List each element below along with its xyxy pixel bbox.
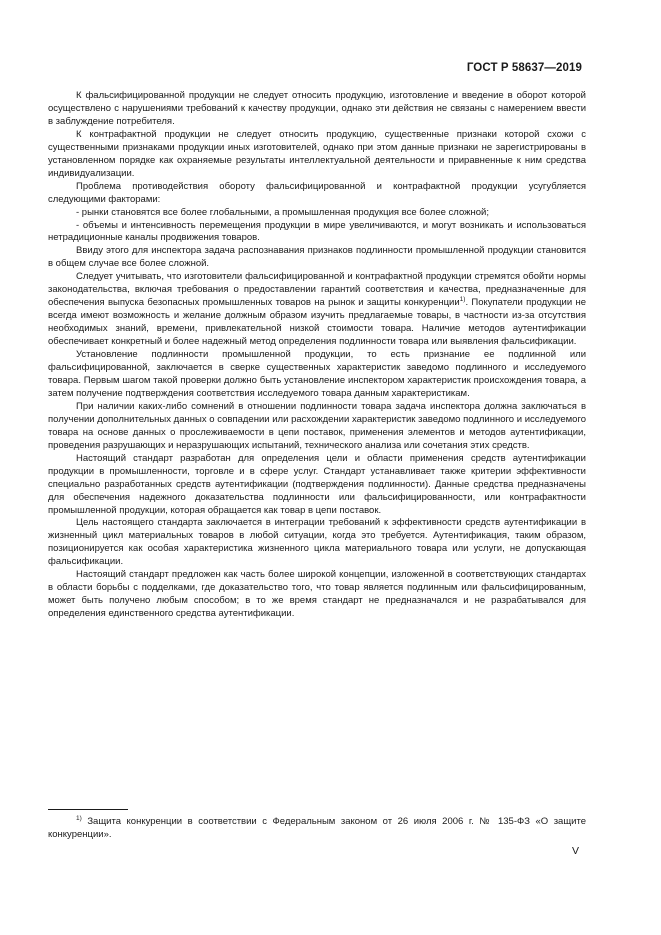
page-number: V: [571, 845, 579, 857]
footnote: [48, 815, 586, 841]
footnote-separator: [48, 809, 128, 810]
paragraph-inspector-task: Ввиду этого для инспектора задача распознавания признаков подлинности промышленной продукции становится в общем случае все более сложной.: [48, 245, 586, 270]
paragraph-standard-goal: Цель настоящего стандарта заключается в интеграции требований к эффективности средств аутентификации в жизненный цикл материальных товаров в любой ситуации, когда это требуется. Аутентификация, таким образом, позиционируется как особая характеристика жизненного цикла материального товара или услуги, не допускающая фальсификации.: [48, 517, 586, 568]
footnote-reference: 1): [459, 296, 466, 304]
paragraph-standard-concept: Настоящий стандарт предложен как часть более широкой концепции, изложенной в соответствующих стандартах в области борьбы с подделками, где доказательство того, что товар является подлинным или фальсифицированным, может быть получено любым способом; в то же время стандарт не предназначался и не разрабатывался для определения единственного средства аутентификации.: [48, 569, 586, 620]
paragraph-problem-factors: Проблема противодействия обороту фальсифицированной и контрафактной продукции усугубляется следующими факторами:: [48, 180, 586, 205]
footnote-mark: 1): [76, 815, 82, 822]
list-item-global-markets: - рынки становятся все более глобальными, а промышленная продукция все более сложной;: [76, 206, 489, 218]
paragraph-counterfeit-definition: К контрафактной продукции не следует относить продукцию, существенные признаки которой схожи с существенными признаками продукции иных изготовителей, однако при этом данные признаки не зарегистрированы в установленном порядке как охраняемые результаты интеллектуальной деятельности и приравненные к ним средства индивидуализации.: [48, 128, 586, 179]
paragraph-text: Следует учитывать, что изготовители фальсифицированной и контрафактной продукции стремятся обойти нормы законодательства, включая требования о предоставлении гарантий соответствия и качества, предназначенные для обеспечения выпуска безопасных промышленных товаров на рынок и защиты конкуренции: [48, 271, 586, 309]
list-item-product-movement: - объемы и интенсивность перемещения продукции в мире увеличиваются, и могут возникать и использоваться нетрадиционные каналы продвижения товаров.: [48, 219, 586, 244]
standard-designation: ГОСТ Р 58637—2019: [466, 62, 582, 74]
footnote-text: Защита конкуренции в соответствии с Федеральным законом от 26 июля 2006 г. № 135-ФЗ «О защите конкуренции».: [48, 816, 586, 840]
paragraph-consumer-protection: [48, 271, 586, 349]
paragraph-text: . Покупатели продукции не всегда имеют возможность и желание должным образом изучить предлагаемые товары, в частности из-за отсутствия необходимых знаний, времени, привлекательной низкой стоимости товара. Наличие методов аутентификации обеспечивает конкретный и более надежный метод определения подлинности товара или выявления фальсификации.: [48, 297, 586, 348]
paragraph-standard-scope: Настоящий стандарт разработан для определения цели и области применения средств аутентификации продукции в промышленности, торговле и в сфере услуг. Стандарт устанавливает также критерии эффективности специально разработанных средств аутентификации (подтверждения подлинности). Данные средства предназначены для обеспечения надежного доказательства подлинности или фальсифицированности, или контрафактности промышленной продукции, которая обращается как товар в цепи поставок.: [48, 452, 586, 516]
main-text: [48, 90, 586, 621]
paragraph-authenticity-establishment: Установление подлинности промышленной продукции, то есть признание ее подлинной или фальсифицированной, заключается в сверке существенных характеристик заведомо подлинного и исследуемого товара. Первым шагом такой проверки должно быть установление инспектором характеристик происхождения товара, а затем получение подтверждения соответствия исследуемого товара данным характеристикам.: [48, 349, 586, 399]
paragraph-doubts: При наличии каких-либо сомнений в отношении подлинности товара задача инспектора должна заключаться в получении дополнительных данных о совпадении или расхождении характеристик заведомо подлинного и исследуемого товара на основе данных о прослеживаемости в цепи поставок, применения элементов и методов аутентификации, проведения разрушающих и неразрушающих испытаний, технического анализа или сочетания этих средств.: [48, 400, 586, 451]
paragraph-falsified-definition: К фальсифицированной продукции не следует относить продукцию, изготовление и введение в оборот которой осуществлено с нарушениями требований к качеству продукции, однако эти действия не связаны с намерением ввести в заблуждение потребителя.: [48, 90, 586, 127]
